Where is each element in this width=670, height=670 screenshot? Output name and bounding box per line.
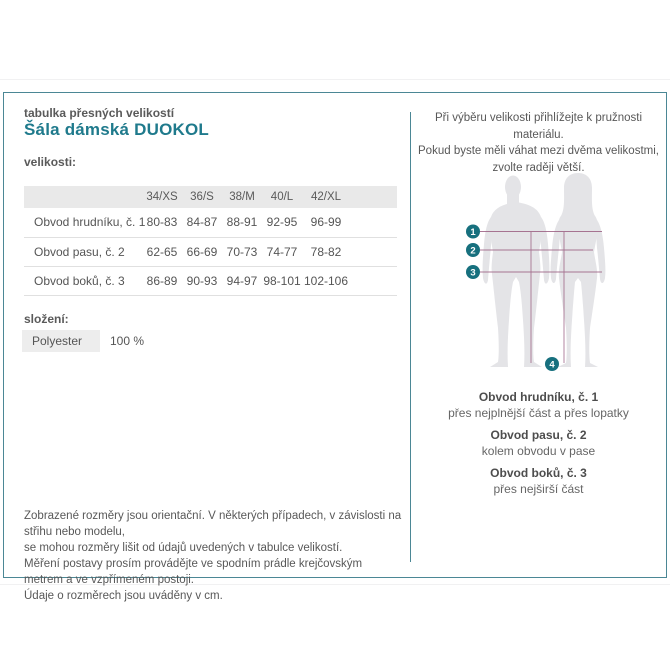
hips-34xs: 86-89	[142, 266, 182, 295]
hips-40l: 98-101	[262, 266, 302, 295]
chest-38m: 88-91	[222, 208, 262, 237]
legend-desc: přes nejširší část	[493, 482, 584, 496]
female-silhouette	[551, 173, 606, 367]
row-label-chest: Obvod hrudníku, č. 1	[24, 208, 142, 237]
hips-42xl: 102-106	[302, 266, 350, 295]
legend-title: Obvod pasu, č. 2	[490, 428, 587, 442]
row-label-waist: Obvod pasu, č. 2	[24, 237, 142, 266]
composition-label: složení:	[24, 312, 69, 326]
note-line: Údaje o rozměrech jsou uváděny v cm.	[24, 590, 223, 602]
size-col-38m: 38/M	[222, 186, 262, 208]
size-col-34xs: 34/XS	[142, 186, 182, 208]
table-row-hips	[24, 266, 397, 295]
sizes-section-label: velikosti:	[24, 155, 77, 169]
size-col-42xl: 42/XL	[302, 186, 350, 208]
marker-4-icon	[545, 357, 559, 371]
measurement-legend	[410, 389, 667, 503]
fit-advice-line: Při výběru velikosti přihlížejte k pružnosti materiálu.	[434, 112, 643, 141]
product-title: Šála dámská DUOKOL	[24, 120, 209, 139]
svg-text:2: 2	[470, 245, 476, 257]
legend-title: Obvod boků, č. 3	[490, 466, 587, 480]
page-top-rule	[0, 79, 670, 80]
legend-item-chest	[410, 389, 667, 421]
svg-text:3: 3	[470, 267, 476, 279]
chest-42xl: 96-99	[302, 208, 350, 237]
svg-text:1: 1	[470, 227, 476, 238]
material-percent: 100 %	[110, 334, 145, 348]
body-measurement-diagram	[440, 160, 660, 380]
note-line: Zobrazené rozměry jsou orientační. V některých případech, v závislosti na střihu nebo modelu,	[24, 510, 402, 538]
size-col-36s: 36/S	[182, 186, 222, 208]
fit-advice-line: zvolte raději větší.	[492, 161, 585, 174]
panel-subtitle: tabulka přesných velikostí	[24, 106, 175, 120]
waist-42xl: 78-82	[302, 237, 350, 266]
chest-34xs: 80-83	[142, 208, 182, 237]
table-row-waist	[24, 237, 397, 266]
svg-text:4: 4	[549, 359, 555, 371]
legend-title: Obvod hrudníku, č. 1	[478, 390, 599, 404]
note-line: se mohou rozměry lišit od údajů uvedených v tabulce velikostí.	[24, 542, 343, 554]
row-label-hips: Obvod boků, č. 3	[24, 266, 142, 295]
waist-34xs: 62-65	[142, 237, 182, 266]
size-col-40l: 40/L	[262, 186, 302, 208]
chest-40l: 92-95	[262, 208, 302, 237]
size-table	[24, 186, 397, 296]
size-chart-panel	[3, 92, 667, 602]
hips-36s: 90-93	[182, 266, 222, 295]
size-col-filler	[350, 186, 397, 208]
legend-desc: přes nejplnější část a přes lopatky	[448, 406, 629, 420]
male-silhouette	[483, 176, 550, 368]
hips-38m: 94-97	[222, 266, 262, 295]
waist-36s: 66-69	[182, 237, 222, 266]
legend-item-hips	[410, 465, 667, 497]
size-table-header-row	[24, 186, 397, 208]
marker-3-icon	[466, 265, 480, 279]
fit-advice-line: Pokud byste měli váhat mezi dvěma velikostmi,	[418, 145, 659, 157]
note-line: Měření postavy prosím provádějte ve spodním prádle krejčovským metrem a ve vzpřímeném postoji.	[24, 558, 363, 586]
waist-40l: 74-77	[262, 237, 302, 266]
table-row-chest	[24, 208, 397, 237]
marker-1-icon	[466, 225, 480, 239]
size-col-spacer	[24, 186, 142, 208]
waist-38m: 70-73	[222, 237, 262, 266]
legend-desc: kolem obvodu v pase	[481, 444, 596, 458]
marker-2-icon	[466, 243, 480, 257]
chest-36s: 84-87	[182, 208, 222, 237]
legend-item-waist	[410, 427, 667, 459]
measurement-notes	[24, 508, 404, 604]
material-chip: Polyester	[22, 330, 100, 352]
